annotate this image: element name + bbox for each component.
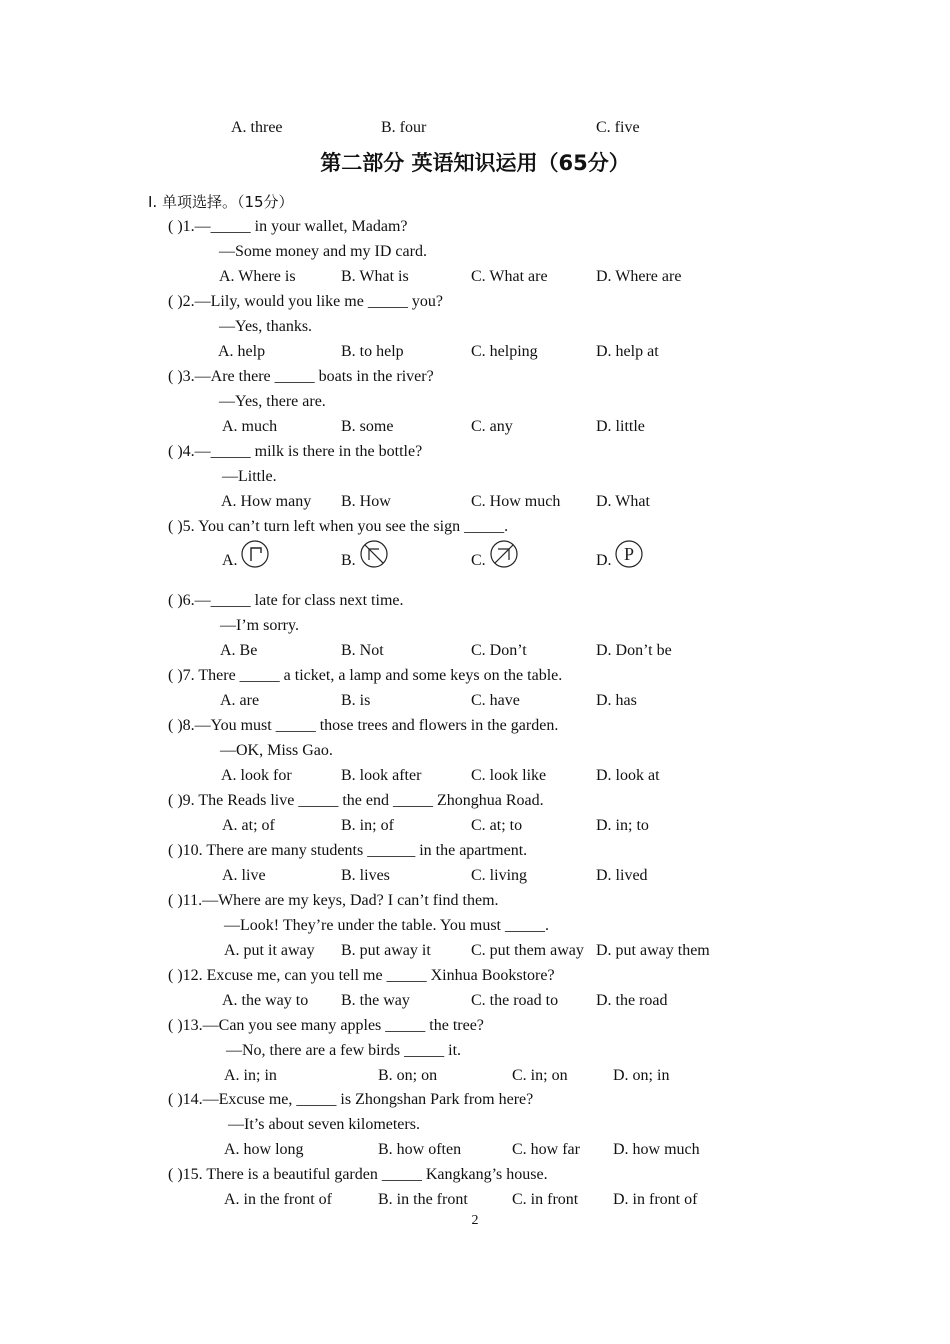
option-c-label: C. — [471, 552, 486, 569]
page-number: 2 — [471, 1213, 479, 1228]
prev-option-c: C. five — [596, 119, 640, 136]
option-c — [471, 551, 486, 571]
option-c: C. any — [471, 418, 513, 435]
option-d: D. has — [596, 692, 637, 709]
question-stem: ( )8.—You must _____ those trees and flowers in the garden. — [168, 717, 559, 734]
option-d: D. how much — [613, 1141, 700, 1158]
option-b — [341, 551, 356, 571]
option-c: C. living — [471, 867, 528, 884]
question-reply: —It’s about seven kilometers. — [228, 1116, 420, 1133]
option-a: A. the way to — [222, 992, 309, 1009]
option-b: B. on; on — [378, 1067, 438, 1084]
question-reply: —Yes, thanks. — [219, 318, 313, 335]
option-d-label: D. — [596, 552, 612, 569]
prev-option-b: B. four — [381, 119, 427, 136]
question-stem: ( )1.—_____ in your wallet, Madam? — [168, 218, 408, 235]
option-d: D. look at — [596, 767, 660, 784]
question-reply: —Little. — [222, 468, 277, 485]
option-b: B. put away it — [341, 942, 431, 959]
option-c: C. look like — [471, 767, 547, 784]
question-stem: ( )2.—Lily, would you like me _____ you? — [168, 293, 443, 310]
option-a: A. put it away — [224, 942, 315, 959]
option-d: D. in front of — [613, 1191, 698, 1208]
option-a: A. How many — [221, 493, 312, 510]
question-stem: ( )12. Excuse me, can you tell me _____ Xinhua Bookstore? — [168, 967, 555, 984]
question-stem: ( )3.—Are there _____ boats in the river? — [168, 368, 434, 385]
option-d: D. What — [596, 493, 650, 510]
prev-option-a: A. three — [231, 119, 283, 136]
option-c: C. helping — [471, 343, 538, 360]
option-a — [222, 551, 238, 571]
no-right-turn-sign-icon — [240, 539, 270, 569]
option-a: A. much — [222, 418, 278, 435]
option-c: C. Don’t — [471, 642, 527, 659]
option-b-label: B. — [341, 552, 356, 569]
question-stem: ( )7. There _____ a ticket, a lamp and some keys on the table. — [168, 667, 563, 684]
option-d: D. little — [596, 418, 645, 435]
option-a: A. in the front of — [224, 1191, 332, 1208]
option-a: A. at; of — [222, 817, 275, 834]
parking-sign-icon — [614, 539, 644, 569]
question-reply: —Yes, there are. — [219, 393, 326, 410]
option-b: B. how often — [378, 1141, 462, 1158]
option-c: C. how far — [512, 1141, 580, 1158]
part-title: 第二部分 英语知识运用（65分） — [320, 151, 630, 175]
option-a: A. Be — [220, 642, 258, 659]
option-b: B. look after — [341, 767, 422, 784]
option-b: B. to help — [341, 343, 404, 360]
question-reply: —Some money and my ID card. — [219, 243, 427, 260]
question-stem: ( )6.—_____ late for class next time. — [168, 592, 404, 609]
option-a: A. help — [218, 343, 266, 360]
question-reply: —I’m sorry. — [220, 617, 299, 634]
question-reply: —No, there are a few birds _____ it. — [226, 1042, 462, 1059]
option-c: C. in; on — [512, 1067, 568, 1084]
question-stem: ( )10. There are many students ______ in the apartment. — [168, 842, 528, 859]
option-d: D. help at — [596, 343, 659, 360]
question-stem: ( )4.—_____ milk is there in the bottle? — [168, 443, 423, 460]
option-a: A. how long — [224, 1141, 304, 1158]
option-a: A. Where is — [219, 268, 296, 285]
option-a: A. in; in — [224, 1067, 277, 1084]
question-reply: —Look! They’re under the table. You must _____. — [224, 917, 549, 934]
option-d: D. in; to — [596, 817, 649, 834]
option-a-label: A. — [222, 552, 238, 569]
question-reply: —OK, Miss Gao. — [220, 742, 333, 759]
question-stem: ( )11.—Where are my keys, Dad? I can’t find them. — [168, 892, 499, 909]
option-b: B. in the front — [378, 1191, 468, 1208]
option-d — [596, 544, 635, 571]
option-d: D. the road — [596, 992, 668, 1009]
option-b: B. lives — [341, 867, 390, 884]
option-a: A. live — [222, 867, 266, 884]
option-d: D. put away them — [596, 942, 710, 959]
option-b: B. What is — [341, 268, 409, 285]
option-a: A. look for — [221, 767, 292, 784]
option-b: B. in; of — [341, 817, 394, 834]
option-d: D. Don’t be — [596, 642, 672, 659]
option-c: C. put them away — [471, 942, 584, 959]
section-title: Ⅰ. 单项选择。（15分） — [148, 193, 294, 211]
option-d: D. lived — [596, 867, 648, 884]
question-stem: ( )13.—Can you see many apples _____ the tree? — [168, 1017, 484, 1034]
option-b: B. Not — [341, 642, 384, 659]
option-c: C. in front — [512, 1191, 579, 1208]
option-d: D. Where are — [596, 268, 682, 285]
parking-sign-letter: P — [623, 544, 635, 564]
option-c: C. How much — [471, 493, 561, 510]
option-d: D. on; in — [613, 1067, 670, 1084]
question-stem: ( )15. There is a beautiful garden _____ Kangkang’s house. — [168, 1166, 548, 1183]
option-b: B. How — [341, 493, 391, 510]
no-through-sign-icon — [359, 539, 389, 569]
no-left-turn-sign-icon — [489, 539, 519, 569]
option-c: C. have — [471, 692, 520, 709]
option-b: B. some — [341, 418, 394, 435]
question-stem: ( )9. The Reads live _____ the end _____ Zhonghua Road. — [168, 792, 544, 809]
option-c: C. What are — [471, 268, 548, 285]
question-stem: ( )14.—Excuse me, _____ is Zhongshan Park from here? — [168, 1091, 534, 1108]
question-stem: ( )5. You can’t turn left when you see the sign _____. — [168, 518, 509, 535]
option-c: C. at; to — [471, 817, 523, 834]
option-c: C. the road to — [471, 992, 559, 1009]
option-b: B. is — [341, 692, 371, 709]
option-a: A. are — [220, 692, 260, 709]
option-b: B. the way — [341, 992, 410, 1009]
